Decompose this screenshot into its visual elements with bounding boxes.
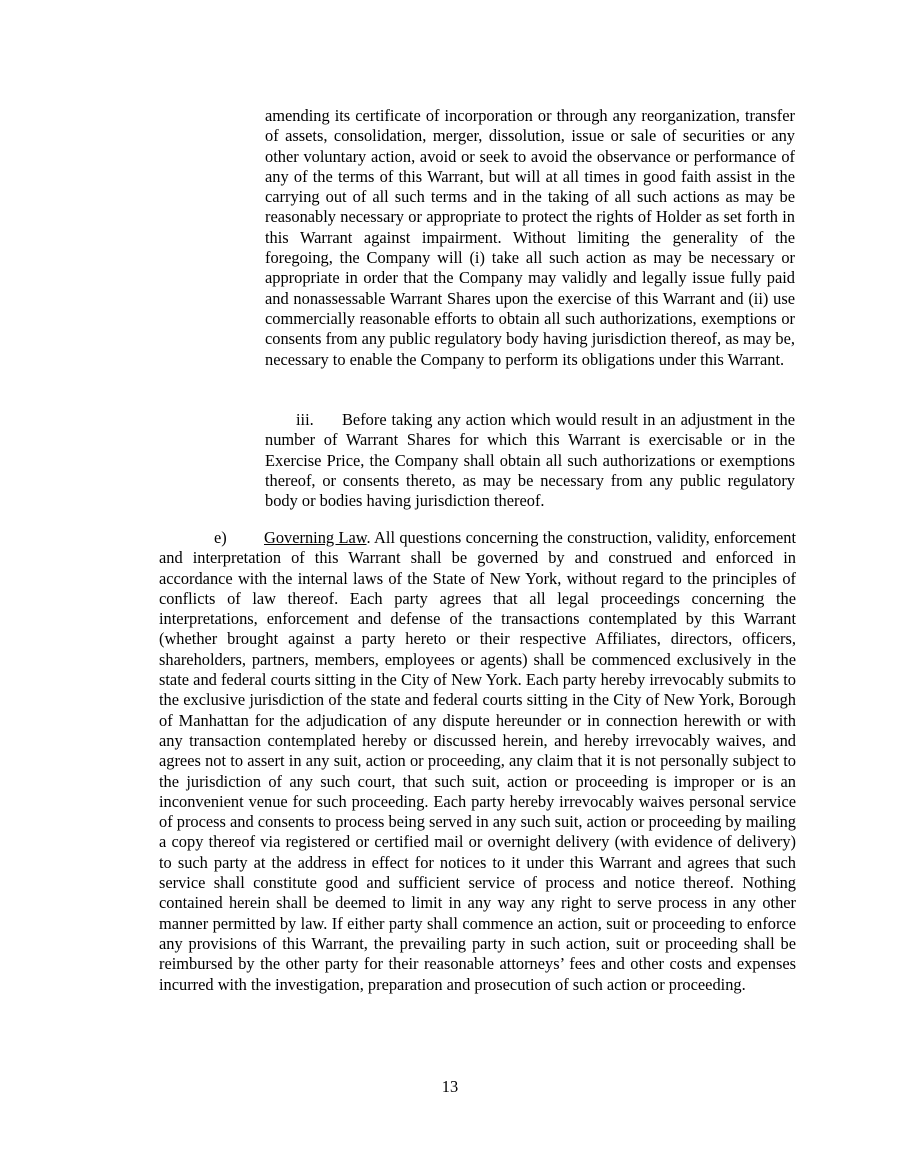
section-e-text: . All questions concerning the construction, validity, enforcement and interpretation of this Warrant shall be governed by and construed and enforced in accordance with the internal laws of the State of New York, without regard to the principles of conflicts of law thereof. Each party agrees that all legal proceedings concerning the interpretations, enforcement and defense of the transactions contemplated by this Warrant (whether brought against a party hereto or their respective Affiliates, directors, officers, shareholders, partners, members, employees or agents) shall be commenced exclusively in the state and federal courts sitting in the City of New York. Each party hereby irrevocably submits to the exclusive jurisdiction of the state and federal courts sitting in the City of New York, Borough of Manhattan for the adjudication of any dispute hereunder or in connection herewith or with any transaction contemplated hereby or discussed herein, and hereby irrevocably waives, and agrees not to assert in any suit, action or proceeding, any claim that it is not personally subject to the jurisdiction of any such court, that such suit, action or proceeding is improper or is an inconvenient venue for such proceeding. Each party hereby irrevocably waives personal service of process and consents to process being served in any such suit, action or proceeding by mailing a copy thereof via registered or certified mail or overnight delivery (with evidence of delivery) to such party at the address in effect for notices to it under this Warrant and agrees that such service shall constitute good and sufficient service of process and notice thereof. Nothing contained herein shall be deemed to limit in any way any right to serve process in any other manner permitted by law. If either party shall commence an action, suit or proceeding to enforce any provisions of this Warrant, the prevailing party in such action, suit or proceeding shall be reimbursed by the other party for their reasonable attorneys’ fees and other costs and expenses incurred with the investigation, preparation and prosecution of such action or proceeding. [159, 528, 796, 994]
section-e-paragraph [159, 528, 796, 995]
continued-paragraph-text: amending its certificate of incorporation or through any reorganization, transfer of assets, consolidation, merger, dissolution, issue or sale of securities or any other voluntary action, avoid or seek to avoid the observance or performance of any of the terms of this Warrant, but will at all times in good faith assist in the carrying out of all such terms and in the taking of all such actions as may be reasonably necessary or appropriate to protect the rights of Holder as set forth in this Warrant against impairment. Without limiting the generality of the foregoing, the Company will (i) take all such action as may be necessary or appropriate in order that the Company may validly and legally issue fully paid and nonassessable Warrant Shares upon the exercise of this Warrant and (ii) use commercially reasonable efforts to obtain all such authorizations, exemptions or consents from any public regulatory body having jurisdiction thereof, as may be, necessary to enable the Company to perform its obligations under this Warrant. [265, 106, 795, 369]
continued-paragraph [265, 106, 795, 370]
subsection-iii-paragraph [265, 410, 795, 511]
section-e-heading: Governing Law [264, 528, 367, 547]
subsection-iii-text: Before taking any action which would result in an adjustment in the number of Warrant Shares for which this Warrant is exercisable or in the Exercise Price, the Company shall obtain all such authorizations or exemptions thereof, or consents thereto, as may be necessary from any public regulatory body or bodies having jurisdiction thereof. [265, 410, 795, 511]
section-e-governing-law [159, 528, 796, 995]
subsection-iii [265, 410, 795, 511]
subsection-iii-label: iii. [296, 410, 314, 429]
page-number: 13 [441, 1077, 459, 1096]
section-e-label: e) [214, 528, 227, 547]
